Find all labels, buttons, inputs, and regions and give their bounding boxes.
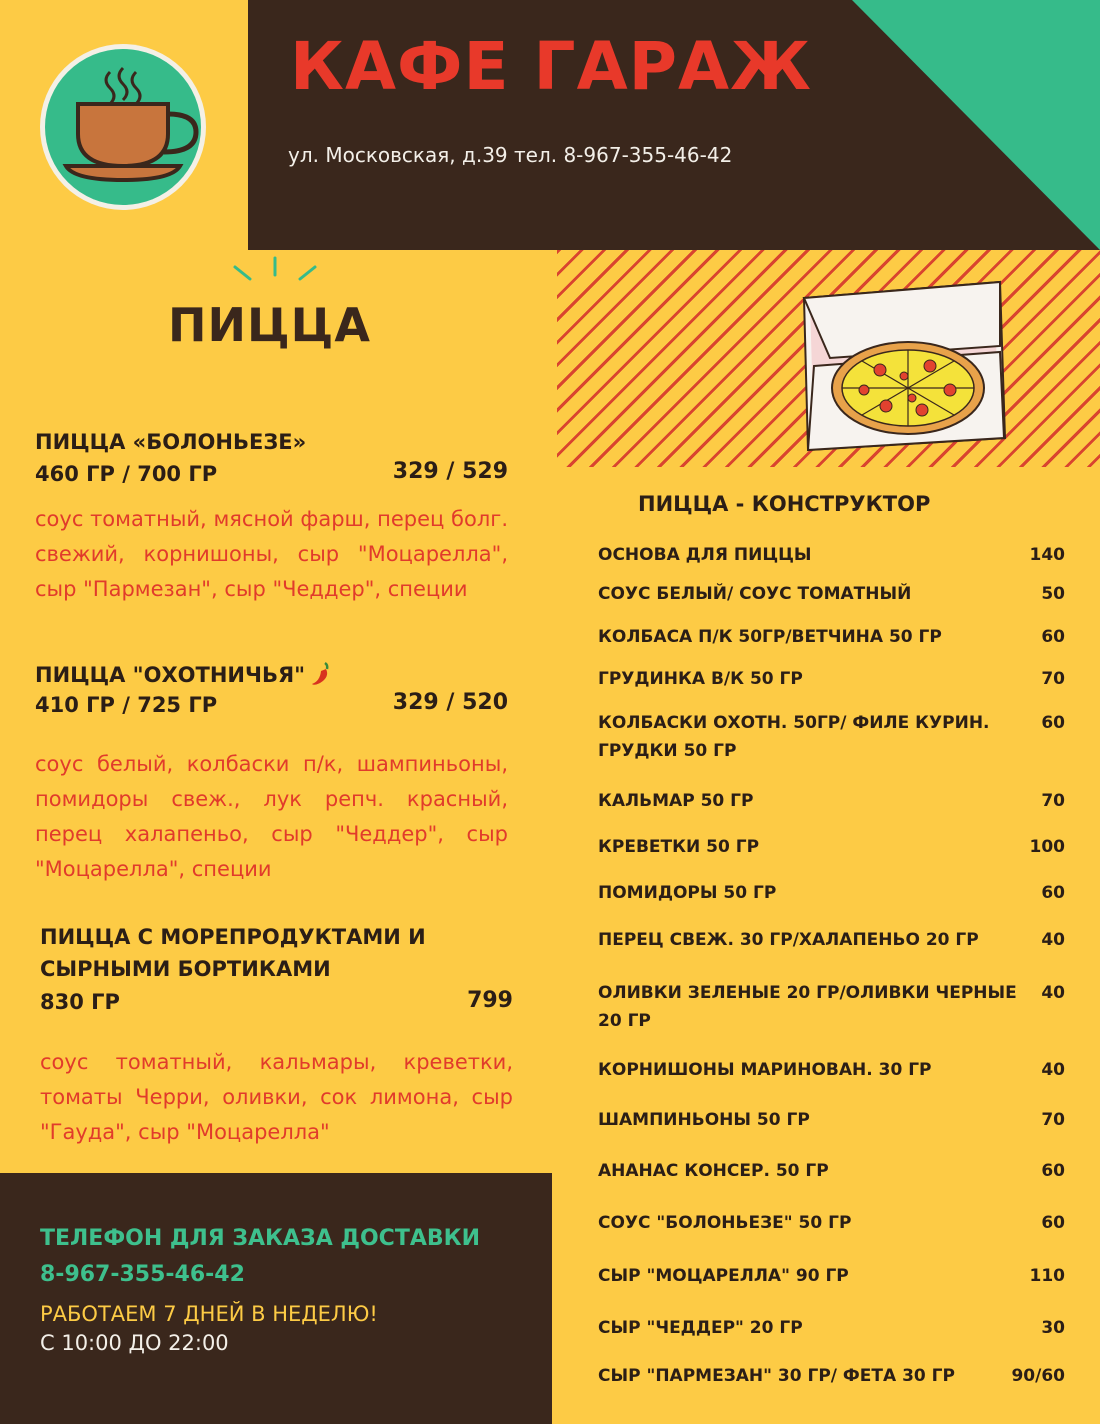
pizza-3-weight: 830 ГР	[40, 990, 120, 1014]
constructor-item-name: КОЛБАСА П/К 50ГР/ВЕТЧИНА 50 ГР	[598, 627, 942, 647]
constructor-item-name: КОЛБАСКИ ОХОТН. 50ГР/ ФИЛЕ КУРИН. ГРУДКИ 50 ГР	[598, 713, 990, 761]
constructor-item-name: ГРУДИНКА В/К 50 ГР	[598, 669, 803, 689]
corner-triangle	[852, 0, 1100, 250]
delivery-label: ТЕЛЕФОН ДЛЯ ЗАКАЗА ДОСТАВКИ	[40, 1226, 481, 1251]
constructor-item-name: ОЛИВКИ ЗЕЛЕНЫЕ 20 ГР/ОЛИВКИ ЧЕРНЫЕ 20 ГР	[598, 983, 1017, 1031]
constructor-item-name: АНАНАС КОНСЕР. 50 ГР	[598, 1161, 829, 1181]
constructor-item-name: СЫР "ЧЕДДЕР" 20 ГР	[598, 1318, 803, 1338]
footer-panel	[0, 1173, 552, 1424]
constructor-item-name: СЫР "ПАРМЕЗАН" 30 ГР/ ФЕТА 30 ГР	[598, 1366, 955, 1386]
pizza-2-weight: 410 ГР / 725 ГР	[35, 693, 218, 717]
pizza-1-description: соус томатный, мясной фарш, перец болг. свежий, корнишоны, сыр "Моцарелла", сыр "Пармезан", сыр "Чеддер", специи	[35, 507, 508, 601]
constructor-item-price: 30	[1041, 1318, 1065, 1338]
constructor-item-price: 60	[1041, 627, 1065, 647]
coffee-cup-icon	[38, 42, 208, 212]
constructor-item-price: 70	[1041, 791, 1065, 811]
constructor-item-name: ШАМПИНЬОНЫ 50 ГР	[598, 1110, 810, 1130]
pizza-1-name: ПИЦЦА «БОЛОНЬЕЗЕ»	[35, 430, 307, 454]
pizza-1-weight: 460 ГР / 700 ГР	[35, 462, 218, 486]
pepper-icon	[310, 660, 332, 686]
pizza-2-price: 329 / 520	[392, 690, 508, 715]
constructor-item-price: 110	[1029, 1266, 1065, 1286]
constructor-item-name: КРЕВЕТКИ 50 ГР	[598, 837, 760, 857]
pizza-1-price: 329 / 529	[392, 459, 508, 484]
constructor-item-price: 60	[1041, 883, 1065, 903]
pizza-2-description: соус белый, колбаски п/к, шампиньоны, помидоры свеж., лук репч. красный, перец халапеньо, сыр "Чеддер", сыр "Моцарелла", специи	[35, 752, 508, 881]
constructor-item-price: 140	[1029, 545, 1065, 565]
constructor-item-price: 100	[1029, 837, 1065, 857]
constructor-item-price: 40	[1041, 930, 1065, 950]
constructor-item-price: 90/60	[1011, 1366, 1065, 1386]
delivery-phone: 8-967-355-46-42	[40, 1262, 245, 1287]
pizza-3-name-line2: СЫРНЫМИ БОРТИКАМИ	[40, 957, 331, 981]
constructor-item-price: 70	[1041, 1110, 1065, 1130]
hours-label: РАБОТАЕМ 7 ДНЕЙ В НЕДЕЛЮ!	[40, 1302, 378, 1326]
cafe-address: ул. Московская, д.39 тел. 8-967-355-46-42	[288, 143, 733, 167]
constructor-item-price: 40	[1041, 983, 1065, 1003]
constructor-item-name: ПОМИДОРЫ 50 ГР	[598, 883, 777, 903]
hours-value: С 10:00 ДО 22:00	[40, 1331, 229, 1355]
constructor-item-name: КОРНИШОНЫ МАРИНОВАН. 30 ГР	[598, 1060, 932, 1080]
pizza-3-name-line1: ПИЦЦА С МОРЕПРОДУКТАМИ И	[40, 925, 426, 949]
constructor-item-name: КАЛЬМАР 50 ГР	[598, 791, 754, 811]
constructor-item-price: 60	[1041, 1161, 1065, 1181]
constructor-item-price: 70	[1041, 669, 1065, 689]
constructor-item-price: 50	[1041, 584, 1065, 604]
constructor-item-name: СЫР "МОЦАРЕЛЛА" 90 ГР	[598, 1266, 849, 1286]
pizza-2-name: ПИЦЦА "ОХОТНИЧЬЯ"	[35, 663, 306, 687]
constructor-item-price: 60	[1041, 1213, 1065, 1233]
cafe-title: КАФЕ ГАРАЖ	[290, 28, 812, 105]
constructor-title: ПИЦЦА - КОНСТРУКТОР	[638, 492, 931, 516]
constructor-item-name: ОСНОВА ДЛЯ ПИЦЦЫ	[598, 545, 812, 565]
pizza-2-name-row	[35, 660, 332, 687]
constructor-item-price: 40	[1041, 1060, 1065, 1080]
constructor-item-name: СОУС "БОЛОНЬЕЗЕ" 50 ГР	[598, 1213, 852, 1233]
pizza-box-icon	[800, 278, 1010, 456]
pizza-3-description: соус томатный, кальмары, креветки, томаты Черри, оливки, сок лимона, сыр "Гауда", сыр "Моцарелла"	[40, 1050, 513, 1144]
heading-rays-decoration	[230, 255, 320, 295]
pizza-3-price: 799	[467, 988, 513, 1013]
constructor-item-name: СОУС БЕЛЫЙ/ СОУС ТОМАТНЫЙ	[598, 584, 912, 604]
section-title: ПИЦЦА	[168, 298, 371, 352]
constructor-item-price: 60	[1041, 713, 1065, 733]
constructor-item-name: ПЕРЕЦ СВЕЖ. 30 ГР/ХАЛАПЕНЬО 20 ГР	[598, 930, 979, 950]
